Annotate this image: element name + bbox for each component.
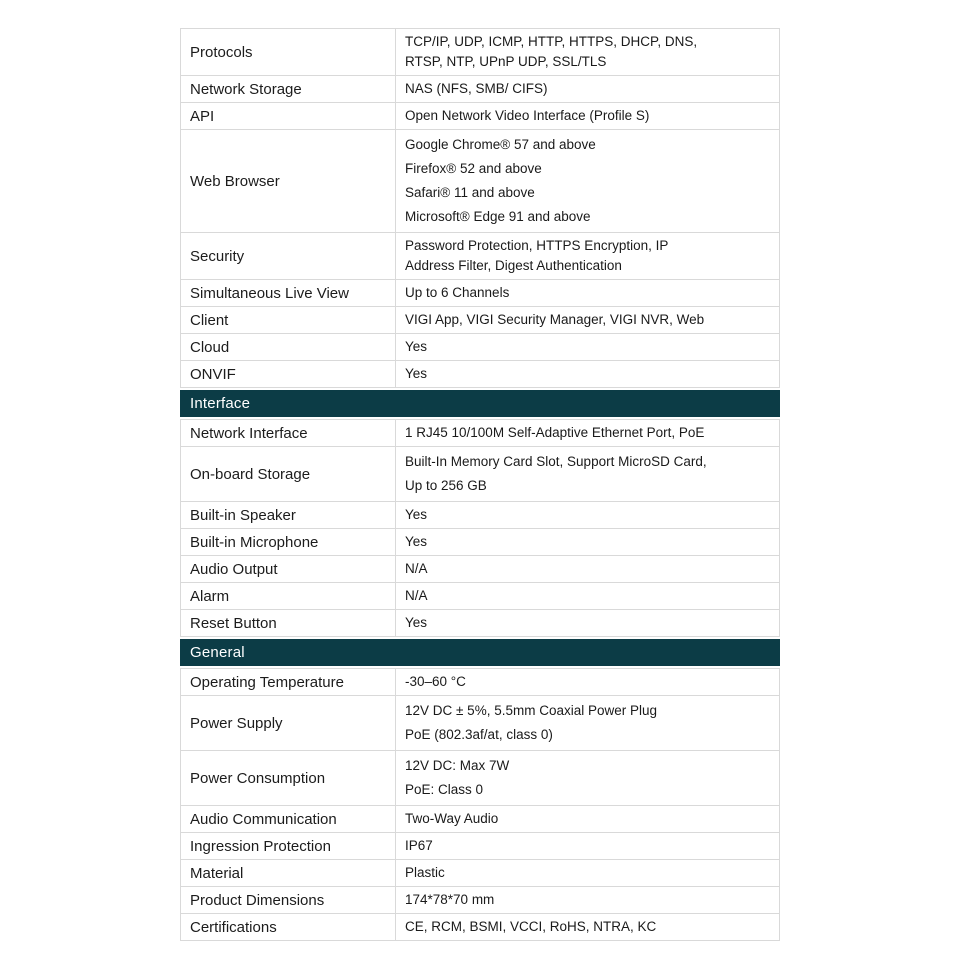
- table-row: [180, 419, 780, 447]
- spec-label: Simultaneous Live View: [181, 280, 396, 306]
- table-row: [180, 75, 780, 103]
- spec-label: API: [181, 103, 396, 129]
- spec-label: Material: [181, 860, 396, 886]
- spec-value-line: NAS (NFS, SMB/ CIFS): [405, 81, 548, 96]
- spec-label: Operating Temperature: [181, 669, 396, 695]
- spec-value-line: 174*78*70 mm: [405, 892, 495, 907]
- spec-value-line: N/A: [405, 588, 428, 603]
- spec-value: [396, 420, 779, 446]
- spec-value-line: Up to 256 GB: [405, 478, 487, 493]
- spec-label: Power Consumption: [181, 751, 396, 805]
- spec-value-line: Yes: [405, 366, 428, 381]
- spec-value-line: Built-In Memory Card Slot, Support MicroSD Card,: [405, 454, 707, 469]
- table-row: [180, 913, 780, 941]
- spec-label: Network Storage: [181, 76, 396, 102]
- spec-value: [396, 103, 779, 129]
- table-row: [180, 306, 780, 334]
- spec-value: [396, 833, 779, 859]
- spec-value-line: 12V DC: Max 7W: [405, 758, 510, 773]
- spec-value-line: Open Network Video Interface (Profile S): [405, 108, 650, 123]
- spec-label: Ingression Protection: [181, 833, 396, 859]
- spec-label: Cloud: [181, 334, 396, 360]
- section-header-label: Interface: [190, 395, 251, 412]
- spec-label: Audio Output: [181, 556, 396, 582]
- spec-value-line: Microsoft® Edge 91 and above: [405, 209, 591, 224]
- table-row: [180, 446, 780, 502]
- spec-value: [396, 610, 779, 636]
- spec-label: Alarm: [181, 583, 396, 609]
- table-row: [180, 582, 780, 610]
- spec-value: [396, 806, 779, 832]
- spec-table: [180, 28, 780, 941]
- table-row: [180, 805, 780, 833]
- spec-value-line: Firefox® 52 and above: [405, 161, 542, 176]
- spec-value: [396, 887, 779, 913]
- spec-value: [396, 556, 779, 582]
- table-row: [180, 279, 780, 307]
- spec-value-line: Yes: [405, 534, 428, 549]
- spec-label: Audio Communication: [181, 806, 396, 832]
- spec-value: [396, 696, 779, 750]
- spec-value: [396, 130, 779, 232]
- spec-label: Security: [181, 233, 396, 279]
- table-row: [180, 333, 780, 361]
- spec-value: [396, 669, 779, 695]
- spec-value-line: Yes: [405, 507, 428, 522]
- spec-value: [396, 361, 779, 387]
- spec-label: Product Dimensions: [181, 887, 396, 913]
- spec-value-line: Google Chrome® 57 and above: [405, 137, 596, 152]
- spec-label: ONVIF: [181, 361, 396, 387]
- spec-value-line: TCP/IP, UDP, ICMP, HTTP, HTTPS, DHCP, DNS,: [405, 34, 698, 49]
- spec-value-line: -30–60 °C: [405, 674, 466, 689]
- spec-value-line: N/A: [405, 561, 428, 576]
- spec-label: On-board Storage: [181, 447, 396, 501]
- spec-value: [396, 334, 779, 360]
- spec-value: [396, 233, 779, 279]
- table-row: [180, 609, 780, 637]
- spec-label: Certifications: [181, 914, 396, 940]
- spec-value: [396, 29, 779, 75]
- spec-value-line: Yes: [405, 339, 428, 354]
- table-row: [180, 886, 780, 914]
- spec-label: Network Interface: [181, 420, 396, 446]
- spec-value-line: VIGI App, VIGI Security Manager, VIGI NVR, Web: [405, 312, 705, 327]
- table-row: [180, 668, 780, 696]
- spec-value-line: RTSP, NTP, UPnP UDP, SSL/TLS: [405, 54, 607, 69]
- table-row: [180, 555, 780, 583]
- table-row: [180, 232, 780, 280]
- spec-value: [396, 76, 779, 102]
- spec-label: Power Supply: [181, 696, 396, 750]
- section-header-label: General: [190, 644, 245, 661]
- spec-value-line: 1 RJ45 10/100M Self-Adaptive Ethernet Port, PoE: [405, 425, 705, 440]
- table-row: [180, 859, 780, 887]
- spec-value-line: Plastic: [405, 865, 445, 880]
- spec-value-line: Safari® 11 and above: [405, 185, 535, 200]
- spec-value-line: Two-Way Audio: [405, 811, 499, 826]
- spec-value-line: PoE: Class 0: [405, 782, 484, 797]
- section-header-interface: [180, 390, 780, 417]
- spec-value-line: IP67: [405, 838, 433, 853]
- spec-value: [396, 751, 779, 805]
- section-header-general: [180, 639, 780, 666]
- spec-value-line: Address Filter, Digest Authentication: [405, 258, 622, 273]
- spec-value-line: Password Protection, HTTPS Encryption, IP: [405, 238, 669, 253]
- table-row: [180, 832, 780, 860]
- table-row: [180, 695, 780, 751]
- table-row: [180, 102, 780, 130]
- spec-label: Built-in Microphone: [181, 529, 396, 555]
- spec-value-line: Up to 6 Channels: [405, 285, 510, 300]
- table-row: [180, 528, 780, 556]
- spec-label: Web Browser: [181, 130, 396, 232]
- table-row: [180, 750, 780, 806]
- spec-label: Built-in Speaker: [181, 502, 396, 528]
- table-row: [180, 501, 780, 529]
- spec-value-line: PoE (802.3af/at, class 0): [405, 727, 553, 742]
- spec-value: [396, 860, 779, 886]
- spec-value: [396, 914, 779, 940]
- table-row: [180, 28, 780, 76]
- spec-value-line: CE, RCM, BSMI, VCCI, RoHS, NTRA, KC: [405, 919, 657, 934]
- spec-value: [396, 529, 779, 555]
- spec-value: [396, 583, 779, 609]
- spec-value-line: Yes: [405, 615, 428, 630]
- spec-value: [396, 280, 779, 306]
- table-row: [180, 360, 780, 388]
- spec-value: [396, 307, 779, 333]
- spec-label: Protocols: [181, 29, 396, 75]
- table-row: [180, 129, 780, 233]
- spec-label: Reset Button: [181, 610, 396, 636]
- spec-value: [396, 447, 779, 501]
- spec-value: [396, 502, 779, 528]
- spec-value-line: 12V DC ± 5%, 5.5mm Coaxial Power Plug: [405, 703, 658, 718]
- spec-label: Client: [181, 307, 396, 333]
